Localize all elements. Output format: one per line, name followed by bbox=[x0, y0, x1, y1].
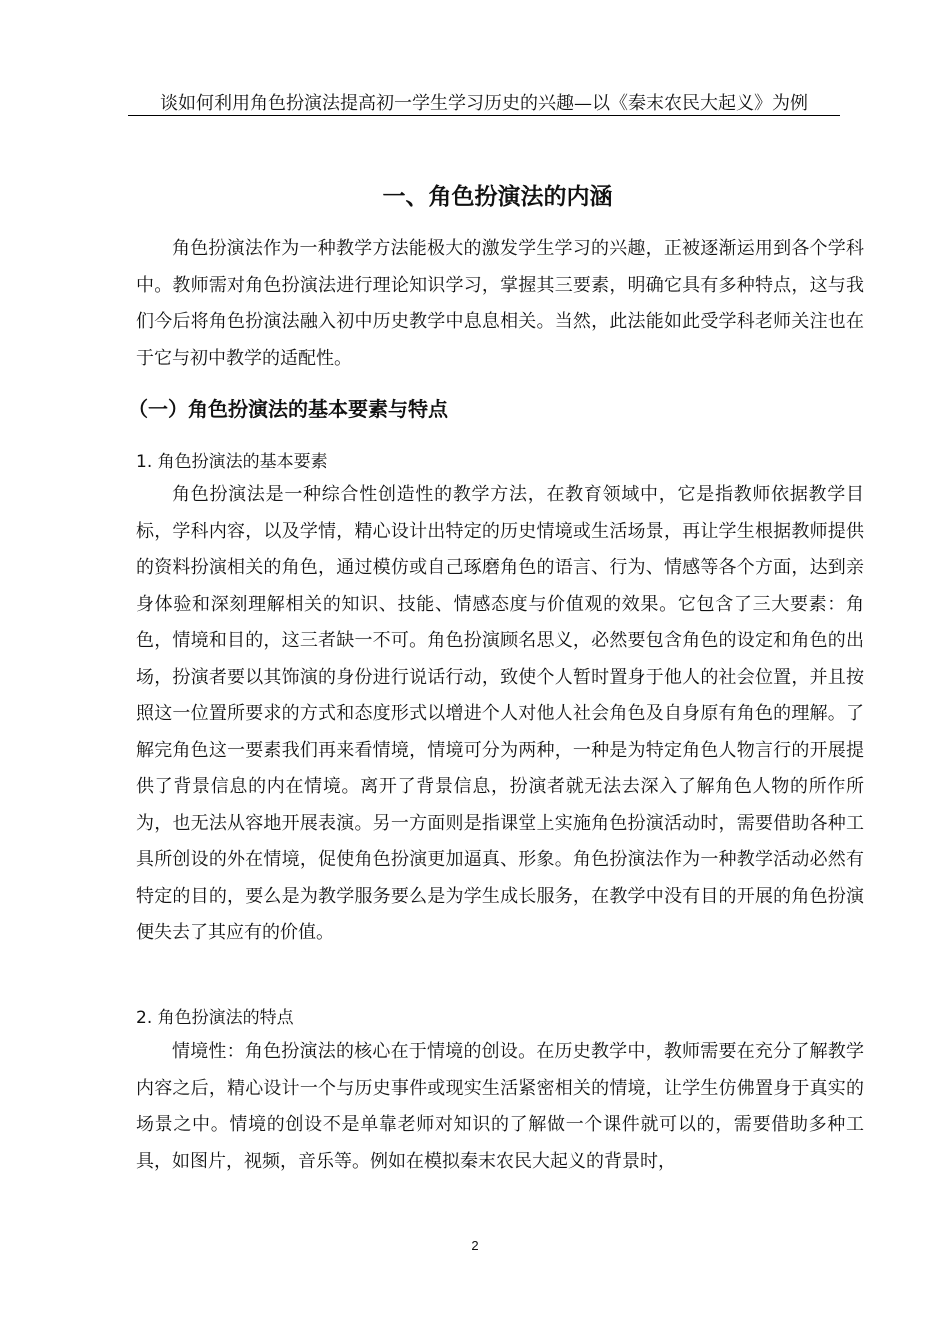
chapter-intro-paragraph: 角色扮演法作为一种教学方法能极大的激发学生学习的兴趣，正被逐渐运用到各个学科中。教师需对角色扮演法进行理论知识学习，掌握其三要素，明确它具有多种特点，这与我们今后将角色扮演法融入初中历史教学中息息相关。当然，此法能如此受学科老师关注也在于它与初中教学的适配性。 bbox=[136, 238, 864, 369]
subsection-body-features: 情境性：角色扮演法的核心在于情境的创设。在历史教学中，教师需要在充分了解教学内容之后，精心设计一个与历史事件或现实生活紧密相关的情境，让学生仿佛置身于真实的场景之中。情境的创设不是单靠老师对知识的了解做一个课件就可以的，需要借助多种工具，如图片，视频，音乐等。例如在模拟秦末农民大起义的背景时， bbox=[136, 1041, 864, 1172]
header-rule bbox=[128, 115, 840, 116]
running-header: 谈如何利用角色扮演法提高初一学生学习历史的兴趣—以《秦末农民大起义》为例 bbox=[160, 93, 808, 114]
page-number: 2 bbox=[471, 1238, 479, 1253]
chapter-title: 一、角色扮演法的内涵 bbox=[382, 184, 613, 210]
subsection-body-elements: 角色扮演法是一种综合性创造性的教学方法，在教育领域中，它是指教师依据教学目标，学科内容，以及学情，精心设计出特定的历史情境或生活场景，再让学生根据教师提供的资料扮演相关的角色，通过模仿或自己琢磨角色的语言、行为、情感等各个方面，达到亲身体验和深刻理解相关的知识、技能、情感态度与价值观的效果。它包含了三大要素：角色，情境和目的，这三者缺一不可。角色扮演顾名思义，必然要包含角色的设定和角色的出场，扮演者要以其饰演的身份进行说话行动，致使个人暂时置身于他人的社会位置，并且按照这一位置所要求的方式和态度形式以增进个人对他人社会角色及自身原有角色的理解。了解完角色这一要素我们再来看情境，情境可分为两种，一种是为特定角色人物言行的开展提供了背景信息的内在情境。离开了背景信息，扮演者就无法去深入了解角色人物的所作所为，也无法从容地开展表演。另一方面则是指课堂上实施角色扮演活动时，需要借助各种工具所创设的外在情境，促使角色扮演更加逼真、形象。角色扮演法作为一种教学活动必然有特定的目的，要么是为教学服务要么是为学生成长服务，在教学中没有目的开展的角色扮演便失去了其应有的价值。 bbox=[136, 484, 864, 943]
subsection-title-elements: 1. 角色扮演法的基本要素 bbox=[136, 452, 328, 472]
section-title: （一）角色扮演法的基本要素与特点 bbox=[128, 397, 448, 421]
subsection-title-features: 2. 角色扮演法的特点 bbox=[136, 1008, 294, 1028]
